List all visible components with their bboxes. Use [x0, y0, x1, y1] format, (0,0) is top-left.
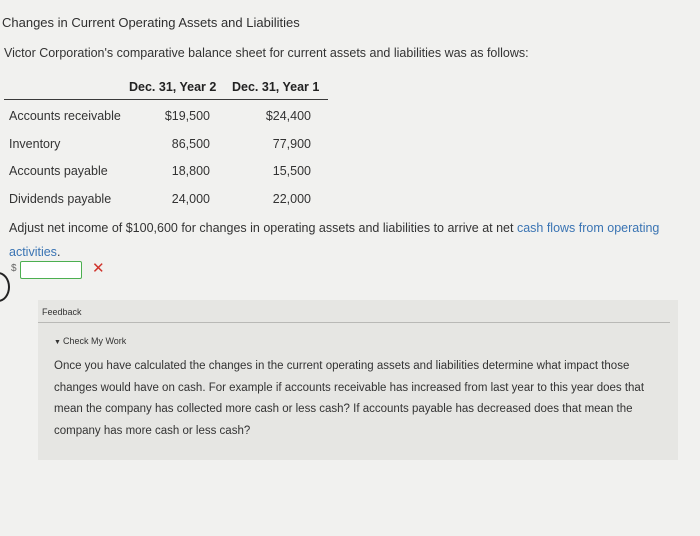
glossary-link[interactable]: cash flows from operating activities — [9, 221, 660, 259]
value-year2: 24,000 — [171, 192, 210, 206]
edge-arc — [0, 272, 10, 302]
row-label: Dividends payable — [9, 192, 112, 206]
triangle-down-icon: ▼ — [54, 339, 61, 346]
intro-text: Victor Corporation's comparative balance sheet for current assets and liabilities was as follows: — [4, 46, 529, 60]
x-icon: ✕ — [92, 260, 105, 277]
value-year1: 15,500 — [272, 164, 311, 178]
value-year1: $24,400 — [265, 109, 311, 123]
question-text — [9, 216, 679, 264]
feedback-panel — [38, 300, 678, 460]
value-year1: 22,000 — [272, 192, 311, 206]
value-year2: $19,500 — [164, 109, 210, 123]
question-end: . — [56, 245, 61, 259]
feedback-divider — [38, 322, 670, 323]
value-year2: 18,800 — [171, 164, 210, 178]
row-label: Accounts receivable — [9, 109, 121, 123]
value-year1: 77,900 — [272, 137, 311, 151]
page-title: Changes in Current Operating Assets and Liabilities — [2, 15, 300, 30]
value-year2: 86,500 — [171, 137, 210, 151]
column-header-year2: Dec. 31, Year 2 — [129, 80, 217, 94]
check-my-work-toggle[interactable] — [54, 336, 126, 346]
row-label: Accounts payable — [9, 164, 108, 178]
row-label: Inventory — [9, 137, 61, 151]
column-header-year1: Dec. 31, Year 1 — [232, 80, 320, 94]
header-underline — [4, 99, 328, 100]
currency-label: $ — [11, 263, 17, 274]
check-my-work-label: Check My Work — [62, 336, 127, 346]
answer-input[interactable] — [20, 261, 82, 279]
hint-text: Once you have calculated the changes in the current operating assets and liabilities determine what impact those changes would have on cash. For example if accounts receivable has increased from last year to this year does that mean the company has collected more cash or less cash? If accounts payable has decreased does that mean the company has more cash or less cash? — [54, 360, 645, 437]
question-lead: Adjust net income of $100,600 for changes in operating assets and liabilities to arrive at net — [9, 221, 517, 235]
feedback-label: Feedback — [42, 307, 82, 317]
